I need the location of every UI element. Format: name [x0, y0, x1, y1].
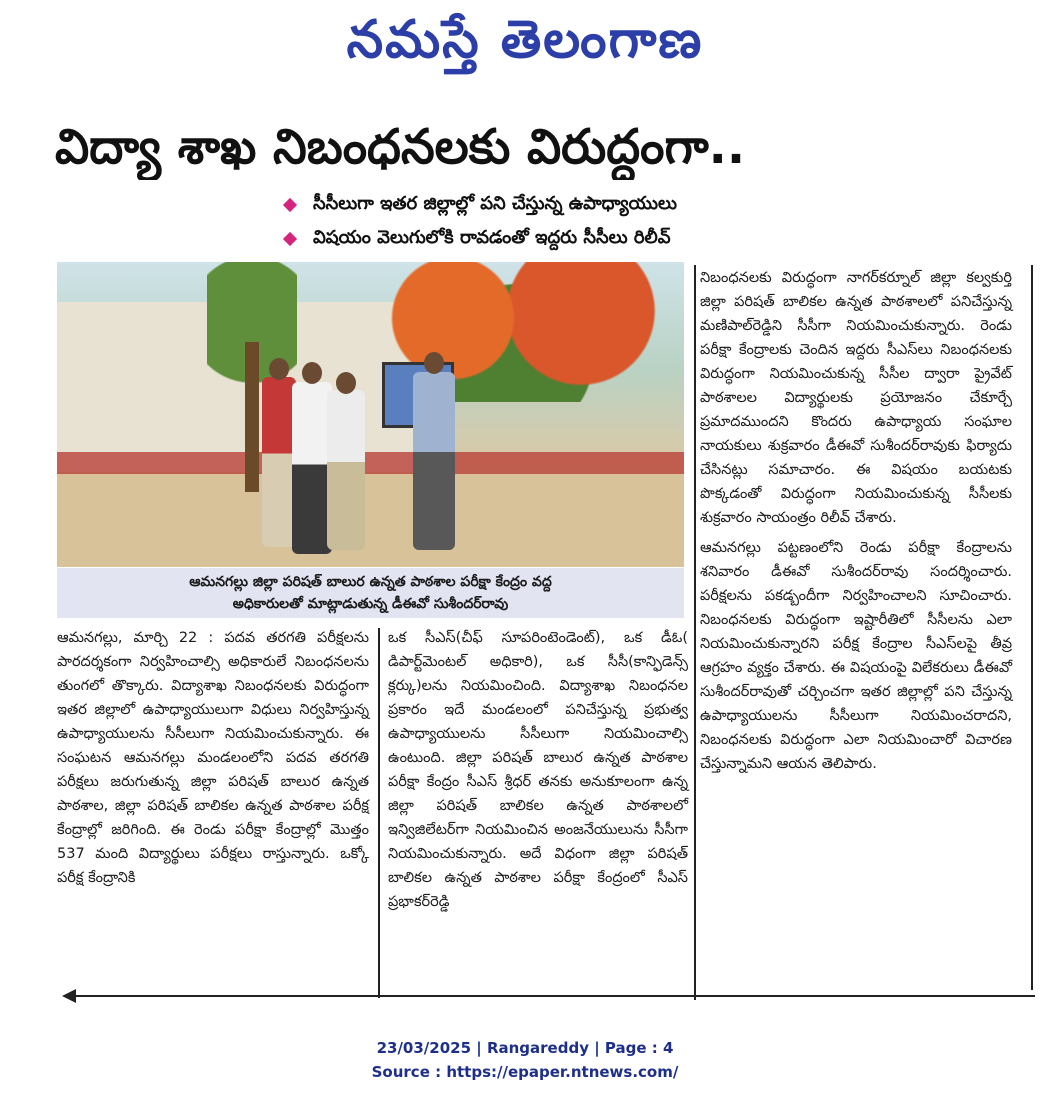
column-divider — [694, 265, 696, 1000]
article-column-right — [700, 266, 1012, 776]
photo-person-head — [424, 352, 444, 374]
article-column-left — [57, 626, 369, 890]
diamond-bullet-icon — [283, 198, 297, 212]
sub-headline-item — [285, 222, 1025, 256]
photo-person-head — [302, 362, 322, 384]
photo-ground — [57, 474, 684, 567]
column-divider — [1031, 265, 1033, 990]
cropped-next-headline — [60, 1010, 720, 1024]
photo-person — [262, 377, 296, 547]
caption-line: ఆమనగల్లు జిల్లా పరిషత్ బాలుర ఉన్నత పాఠశాల పరీక్షా కేంద్రం వద్ద — [189, 574, 552, 590]
photo-person — [413, 372, 455, 550]
caption-line: అధికారులతో మాట్లాడుతున్న డీఈవో సుశీందర్‌రావు — [232, 596, 509, 612]
diamond-bullet-icon — [283, 232, 297, 246]
arrow-left-icon — [62, 989, 76, 1003]
sub-headline-text: విషయం వెలుగులోకి రావడంతో ఇద్దరు సీసీలు రిలీవ్ — [313, 226, 671, 248]
article-paragraph: ఆమనగల్లు పట్టణంలోని రెండు పరీక్షా కేంద్రాలను శనివారం డీఈవో సుశీందర్‌రావు సందర్శించారు. పరీక్షలను పకడ్బందీగా నిర్వహించాలని సూచించారు. నిబంధనలకు విరుద్ధంగా ఇష్టారీతిలో సీసీలను ఎలా నియమించుకున్నారని పరీక్ష కేంద్రాల సీఎస్‌లపై తీవ్ర ఆగ్రహం వ్యక్తం చేశారు. ఈ విషయంపై విలేకరులు డీఈవో సుశీందర్‌రావుతో చర్చించగా ఇతర జిల్లాల్లో పని చేస్తున్న ఉపాధ్యాయులను సీసీలుగా నియమించరాదని, నిబంధనలకు విరుద్ధంగా ఎలా నియమించారో విచారణ చేస్తున్నామని ఆయన తెలిపారు. — [700, 540, 1012, 772]
photo-caption — [57, 568, 684, 618]
footer-date-edition: 23/03/2025 | Rangareddy | Page : 4 — [376, 1039, 674, 1057]
continuation-arrow-line — [70, 995, 1035, 997]
photo-person-head — [269, 358, 289, 380]
photo-tree-trunk — [245, 342, 259, 492]
photo-person-head — [336, 372, 356, 394]
article-paragraph: ఒక సీఎస్(చీఫ్ సూపరింటెండెంట్), ఒక డీఓ( డిపార్ట్‌మెంటల్ అధికారి), ఒక సీసీ(కాన్ఫిడెన్స్ క్లర్కు)లను నియమించింది. విద్యాశాఖ నిబంధనల ప్రకారం ఇదే మండలంలో పనిచేస్తున్న ప్రభుత్వ ఉపాధ్యాయులను సీసీలుగా నియమించాల్సి ఉంటుంది. జిల్లా పరిషత్ బాలుర ఉన్నత పాఠశాల పరీక్షా కేంద్రం సీఎస్ శ్రీధర్ తనకు అనుకూలంగా ఉన్న జిల్లా పరిషత్ బాలికల ఉన్నత పాఠశాలలో ఇన్విజిలేటర్‌గా నియమించిన అంజనేయులును సీసీగా నియమించుకున్నారు. అదే విధంగా జిల్లా పరిషత్ బాలికల ఉన్నత పాఠశాల పరీక్షా కేంద్రంలో సీఎస్ ప్రభాకర్‌రెడ్డి — [388, 630, 688, 910]
headline: విద్యా శాఖ నిబంధనలకు విరుద్ధంగా.. — [55, 119, 746, 175]
sub-headline-item — [285, 188, 1025, 222]
article-column-middle — [388, 626, 688, 914]
sub-headline-list — [285, 188, 1025, 256]
article-paragraph: ఆమనగల్లు, మార్చి 22 : పదవ తరగతి పరీక్షలను పారదర్శకంగా నిర్వహించాల్సి అధికారులే నిబంధనలను తుంగలో తొక్కారు. విద్యాశాఖ నిబంధనలకు విరుద్ధంగా ఇతర జిల్లాలో ఉపాధ్యాయులుగా విధులు నిర్వహిస్తున్న ఉపాధ్యాయులను సీసీలుగా నియమించుకున్నారు. ఈ సంఘటన ఆమనగల్లు మండలంలోని పదవ తరగతి పరీక్షలు జరుగుతున్న జిల్లా పరిషత్ బాలుర ఉన్నత పాఠశాల, జిల్లా పరిషత్ బాలికల ఉన్నత పాఠశాల పరీక్ష కేంద్రాల్లో జరిగింది. ఈ రెండు పరీక్షా కేంద్రాల్లో మొత్తం 537 మంది విద్యార్థులు పరీక్షలు రాస్తున్నారు. ఒక్కో పరీక్ష కేంద్రానికి — [57, 630, 369, 886]
photo-person — [327, 390, 365, 550]
footer-source: Source : https://epaper.ntnews.com/ — [371, 1063, 679, 1081]
column-divider — [378, 628, 380, 998]
photo-wall — [57, 452, 684, 476]
photo-person — [292, 382, 332, 554]
article-paragraph: నిబంధనలకు విరుద్ధంగా నాగర్‌కర్నూల్ జిల్లా కల్వకుర్తి జిల్లా పరిషత్ బాలికల ఉన్నత పాఠశాలలో పనిచేస్తున్న మణిపాల్‌రెడ్డిని సీసీగా నియమించుకున్నారు. రెండు పరీక్షా కేంద్రాలకు చెందిన ఇద్దరు సీఎస్‌లు నిబంధనలకు విరుద్ధంగా నియమించుకున్న సీసీల ద్వారా ప్రైవేట్ పాఠశాలల విద్యార్థులకు ప్రయోజనం చేకూర్చే ప్రమాదముందని కొందరు ఉపాధ్యాయ సంఘాల నాయకులు శుక్రవారం డీఈవో సుశీందర్‌రావుకు ఫిర్యాదు చేసినట్లు సమాచారం. ఈ విషయం బయటకు పొక్కడంతో విరుద్ధంగా నియమించుకున్న సీసీలకు శుక్రవారం సాయంత్రం రిలీవ్ చేశారు. — [700, 270, 1012, 526]
newspaper-masthead: నమస్తే తెలంగాణ — [346, 9, 704, 70]
page-footer — [0, 1036, 1050, 1084]
sub-headline-text: సీసీలుగా ఇతర జిల్లాల్లో పని చేస్తున్న ఉపాధ్యాయులు — [313, 192, 677, 214]
news-photo — [57, 262, 684, 567]
